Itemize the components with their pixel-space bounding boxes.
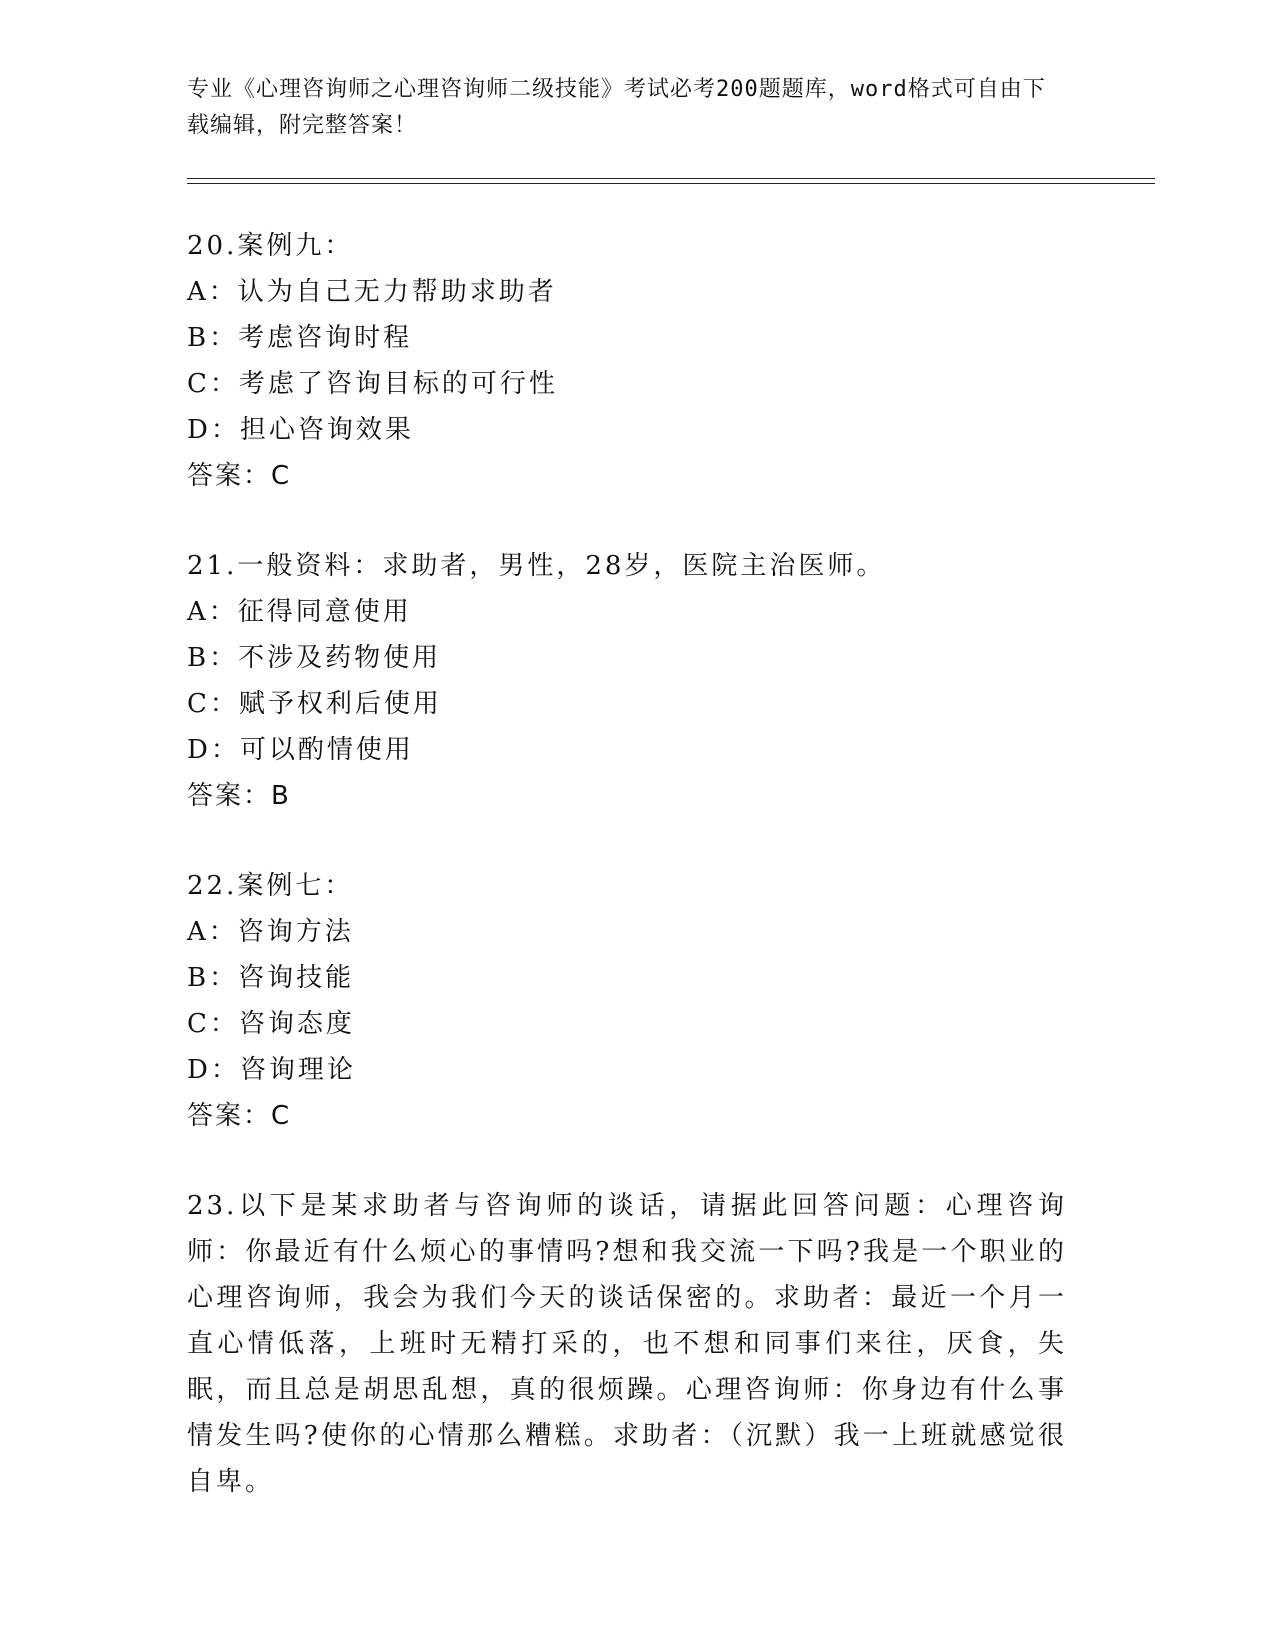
answer-label: 答案：C [187,461,292,491]
question-22 [187,863,1067,1139]
document-header-text: 专业《心理咨询师之心理咨询师二级技能》考试必考200题题库，word格式可自由下载编辑，附完整答案！ [187,77,1046,138]
option-d: D：担心咨询效果 [187,415,414,445]
option-c: C：咨询态度 [187,1009,355,1039]
option-c: C：考虑了咨询目标的可行性 [187,369,558,399]
header-divider-top [187,178,1155,179]
option-b: B：咨询技能 [187,963,355,993]
option-b: B：不涉及药物使用 [187,643,442,673]
question-stem: 20.案例九： [187,231,354,261]
header-divider-bottom [187,183,1155,184]
question-21 [187,543,1067,819]
question-stem: 21.一般资料：求助者，男性，28岁，医院主治医师。 [187,551,886,581]
option-c: C：赋予权利后使用 [187,689,442,719]
question-stem: 23.以下是某求助者与咨询师的谈话，请据此回答问题：心理咨询师：你最近有什么烦心的事情吗?想和我交流一下吗?我是一个职业的心理咨询师，我会为我们今天的谈话保密的。求助者：最近一个月一直心情低落，上班时无精打采的，也不想和同事们来往，厌食，失眠，而且总是胡思乱想，真的很烦躁。心理咨询师：你身边有什么事情发生吗?使你的心情那么糟糕。求助者：（沉默）我一上班就感觉很自卑。 [187,1191,1067,1497]
question-23 [187,1183,1067,1505]
option-d: D：可以酌情使用 [187,735,414,765]
option-a: A：认为自己无力帮助求助者 [187,277,557,307]
question-stem: 22.案例七： [187,871,354,901]
answer-label: 答案：C [187,1101,292,1131]
question-20 [187,223,1067,499]
option-a: A：咨询方法 [187,917,354,947]
answer-label: 答案：B [187,781,291,811]
option-b: B：考虑咨询时程 [187,323,413,353]
option-d: D：咨询理论 [187,1055,356,1085]
option-a: A：征得同意使用 [187,597,412,627]
